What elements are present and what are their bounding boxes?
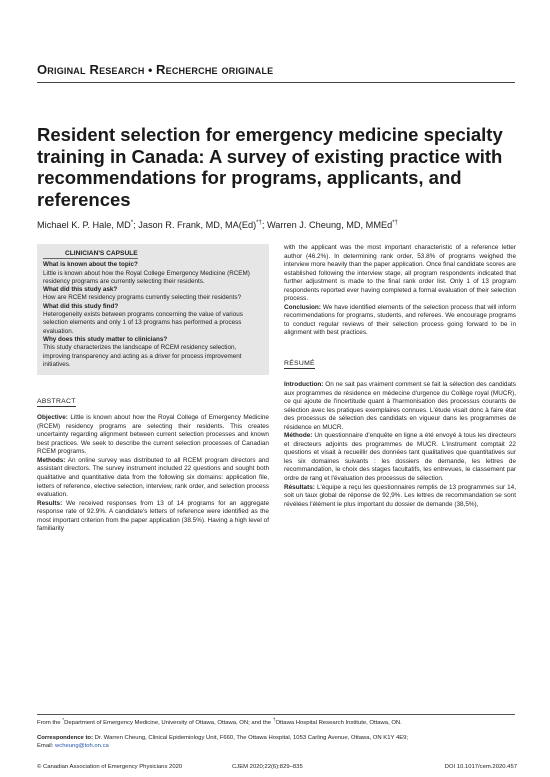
methods-text: An online survey was distributed to all RCEM program directors and assistant directors. The survey instrument included 22 questions and sought both qualitative and quantitative data from the following six domains: application file, letters of reference, elective selection, interview, rank order, and selection process evaluation. xyxy=(37,456,269,499)
capsule-question-3: What did this study find? xyxy=(43,302,119,310)
capsule-heading: CLINICIAN'S CAPSULE xyxy=(43,250,138,259)
objective-text: Little is known about how the Royal College of Emergency Medicine (RCEM) residency programs are selecting their residents. This creates uncertainty regarding alignment between current selection processes and known best practices. We seek to describe the current selection processes of Canadian RCEM programs. xyxy=(37,414,269,456)
resume-introduction xyxy=(284,381,516,432)
journal-citation: CJEM 2020;22(6):829–835 xyxy=(232,764,303,770)
author-1-affil: * xyxy=(130,220,134,226)
author-2: Jason R. Frank, MD, MA(Ed) xyxy=(138,220,257,231)
section-separator: • xyxy=(148,63,153,77)
article-title: Resident selection for emergency medicine specialty training in Canada: A survey of existing practice with recommendations for programs, applicants, and references xyxy=(37,124,503,210)
citation-line xyxy=(37,764,517,770)
capsule-question-4: Why does this study matter to clinicians? xyxy=(43,335,168,343)
methode-label: Méthode: xyxy=(284,432,313,440)
intro-label: Introduction: xyxy=(284,381,324,389)
footnote-rule xyxy=(37,714,515,715)
correspondence-note: Correspondence to: Dr. Warren Cheung, Clinical Epidemiology Unit, F660, The Ottawa Hospital, 1053 Carling Avenue, Ottawa, ON K1Y 4E9; xyxy=(37,734,409,741)
resultats-label: Résultats: xyxy=(284,483,315,491)
author-1: Michael K. P. Hale, MD xyxy=(37,220,131,231)
copyright-notice: © Canadian Association of Emergency Physicians 2020 xyxy=(37,764,183,770)
capsule-question-2: What did this study ask? xyxy=(43,286,118,294)
left-column xyxy=(37,244,269,534)
section-heading-fr: Recherche originale xyxy=(156,62,274,77)
author-2-affil: *† xyxy=(256,220,262,226)
right-column xyxy=(284,244,516,509)
footnotes xyxy=(37,717,517,750)
section-heading-en: Original Research xyxy=(37,62,145,77)
methode-text: Un questionnaire d'enquête en ligne a été envoyé à tous les directeurs et directeurs adjoints des programmes de MUCR. L'instrument comptait 22 questions et visait à recueillir des données tant qualitatives que quantitatives sur les six domaines suivants : les dossiers de demande, les lettres de recommandation, le choix des stages facultatifs, les entrevues, le classement par ordre de rang et l'évaluation des processus de sélection. xyxy=(284,432,516,483)
results-text: We received responses from 13 of 14 programs for an aggregate response rate of 92.9%. A candidate's letters of reference were identified as the most important criterion from the paper application (38.5%). Having a high level of familiarity xyxy=(37,499,269,533)
conclusion-label: Conclusion: xyxy=(284,303,321,311)
section-heading xyxy=(37,62,273,77)
conclusion-text: We have identified elements of the selection process that will inform recommendations for programs, students, and referees. We encourage programs to conduct regular reviews of their selection process going forward to be in alignment with best practices. xyxy=(284,303,516,337)
capsule-answer-4: This study characterizes the landscape of RCEM residency selection, improving transparency and acting as a driver for process improvement initiatives. xyxy=(43,344,242,368)
capsule-answer-3: Heterogeneity exists between programs concerning the value of various selection elements and only 1 of 13 programs has performed a process evaluation. xyxy=(43,311,243,335)
email-link[interactable]: wcheung@toh.on.ca xyxy=(55,742,109,749)
author-3: Warren J. Cheung, MD, MMEd xyxy=(266,220,393,231)
author-3-affil: *† xyxy=(392,220,398,226)
resume-resultats xyxy=(284,484,516,510)
abstract-conclusion xyxy=(284,304,516,338)
capsule-answer-1: Little is known about how the Royal College Emergency Medicine (RCEM) residency programs are currently selecting their residents. xyxy=(43,269,250,285)
abstract-methods xyxy=(37,457,269,500)
methods-label: Methods: xyxy=(37,456,66,464)
abstract-objective xyxy=(37,414,269,457)
abstract-results xyxy=(37,500,269,534)
results-label: Results: xyxy=(37,499,63,507)
doi[interactable]: DOI 10.1017/cem.2020.457 xyxy=(444,764,517,770)
email-line: Email: wcheung@toh.on.ca xyxy=(37,742,109,749)
intro-text: On ne sait pas vraiment comment se fait la sélection des candidats aux programmes de résidence en médecine d'urgence du Collège royal (MUCR), ce qui ajoute de l'incertitude quant à l'harmonisation des processus courants de sélection avec les pratiques exemplaires connues. L'étude visait donc à faire état des processus de sélection des candidats en vigueur dans les programmes de résidence en MUCR. xyxy=(284,381,516,431)
clinicians-capsule xyxy=(37,244,269,375)
author-list: Michael K. P. Hale, MD*; Jason R. Frank, MD, MA(Ed)*†; Warren J. Cheung, MD, MMEd*† xyxy=(37,220,398,231)
header-rule xyxy=(37,82,515,83)
abstract-results-continued: with the applicant was the most important characteristic of a reference letter author (46.2%). In determining rank order, 53.8% of programs weighed the interview more heavily than the paper application. Once final candidate scores are established following the interview stage, all program respondents indicated that further adjustment is made to the final rank order list. Only 1 of 13 program respondents reported ever having completed a formal evaluation of their selection process. xyxy=(284,244,516,303)
objective-label: Objective: xyxy=(37,414,68,422)
capsule-question-1: What is known about the topic? xyxy=(43,261,138,269)
resume-methode xyxy=(284,432,516,483)
resume-heading: RÉSUMÉ xyxy=(284,360,315,368)
resultats-text: L'équipe a reçu les questionnaires remplis de 13 programmes sur 14, soit un taux global de réponse de 92,9%. Les lettres de recommandation se sont révélées l'élément le plus important du dossier de demande (38,5%), xyxy=(284,483,516,508)
capsule-answer-2: How are RCEM residency programs currently selecting their residents? xyxy=(43,294,242,302)
affiliation-note: From the *Department of Emergency Medicine, University of Ottawa, Ottawa, ON; and the †Ottawa Hospital Research Institute, Ottawa, ON. xyxy=(37,718,402,726)
abstract-heading: ABSTRACT xyxy=(37,398,76,406)
